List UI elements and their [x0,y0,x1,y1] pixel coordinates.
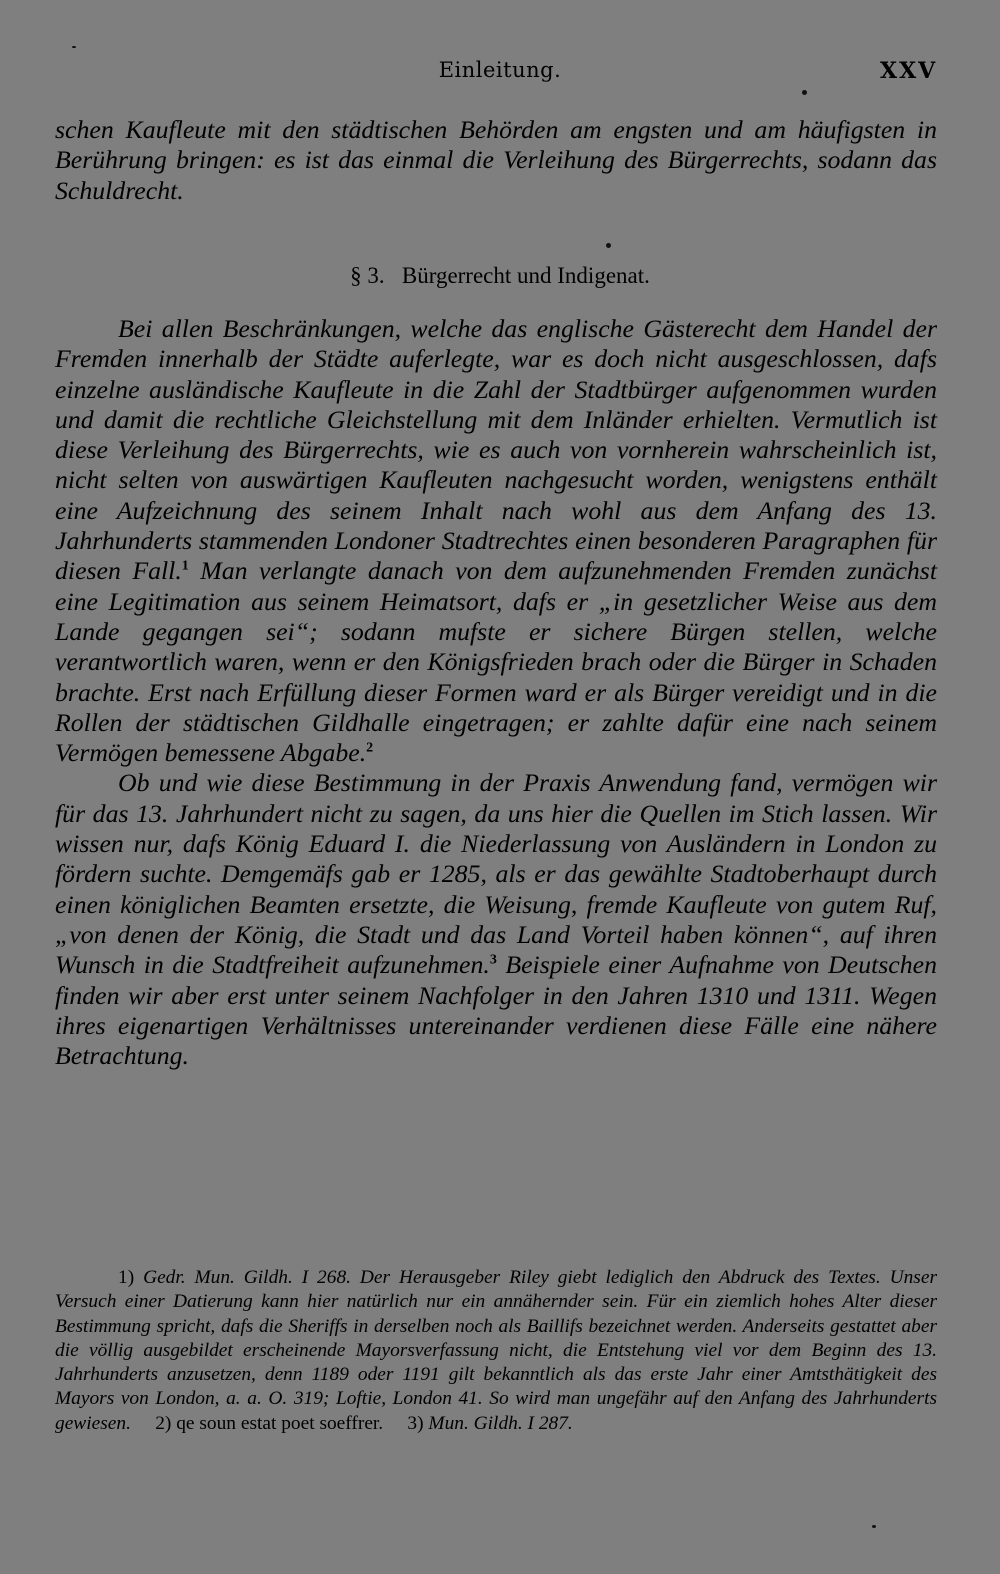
print-speck [606,243,611,248]
footnote-3-marker: 3) [407,1412,424,1434]
section-heading [0,263,1000,289]
footnote-2-text: qe soun estat poet soeffrer. [176,1412,384,1434]
paragraph-2-part-2: Beispiele einer Aufnahme von Deutschen finden wir aber erst unter seinem Nachfolger in den Jahren 1310 und 1311. Wegen ihres eigenartigen Verhältnisses untereinander verdienen diese Fälle eine nähere Betrachtung. [55,950,937,1071]
footnote-ref-2: 2 [366,740,374,756]
footnote-3-text: Mun. Gildh. I 287. [428,1412,573,1434]
page-number: XXV [880,58,938,84]
main-text-block [55,314,937,1071]
section-number: § 3. [350,263,385,288]
intro-text-block [55,115,937,206]
intro-paragraph: schen Kaufleute mit den städtischen Behörden am engsten und am häufigsten in Berührung bringen: es ist das einmal die Verleihung des Bürgerrechts, sodann das Schuldrecht. [55,115,937,205]
paragraph-1 [55,314,937,768]
footnotes-block [55,1266,937,1436]
print-speck [72,46,76,48]
running-header-title: Einleitung. [438,58,562,82]
print-speck [802,90,807,95]
footnote-2-marker: 2) [155,1412,172,1434]
footnote-ref-1: 1 [181,558,189,574]
footnote-ref-3: 3 [489,952,497,968]
footnotes-paragraph [55,1266,937,1436]
print-speck [872,1525,876,1528]
paragraph-1-part-1: Bei allen Beschränkungen, welche das englische Gästerecht dem Handel der Fremden innerhalb der Städte auferlegte, war es doch nicht ausgeschlossen, dafs einzelne ausländische Kaufleute in die Zahl der Stadtbürger aufgenommen wurden und damit die rechtliche Gleichstellung mit dem Inländer erhielten. Vermutlich ist diese Verleihung des Bürgerrechts, wie es auch von vornherein wahrscheinlich ist, nicht selten von auswärtigen Kaufleuten nachgesucht worden, wenigstens enthält eine Aufzeichnung des seinem Inhalt nach wohl aus dem Anfang des 13. Jahrhunderts stammenden Londoner Stadtrechtes einen besonderen Paragraphen für diesen Fall. [55,314,937,586]
footnote-1-text: Gedr. Mun. Gildh. I 268. Der Herausgeber Riley giebt lediglich den Abdruck des Textes. Unser Versuch einer Datierung kann hier natürlich nur ein annähernder sein. Für ein ziemlich hohes Alter dieser Bestimmung spricht, dafs die Sheriffs in derselben noch als Baillifs bezeichnet werden. Anderseits gestattet aber die völlig ausgebildet erscheinende Mayorsverfassung nicht, die Entstehung viel vor dem Beginn des 13. Jahrhunderts anzusetzen, denn 1189 oder 1191 gilt bekanntlich als das erste Jahr einer Amtsthätigkeit des Mayors von London, a. a. O. 319; Loftie, London 41. So wird man ungefähr auf den Anfang des Jahrhunderts gewiesen. [55,1267,937,1434]
paragraph-1-part-2: Man verlangte danach von dem aufzunehmenden Fremden zunächst eine Legitimation aus seinem Heimatsort, dafs er „in gesetzlicher Weise aus dem Lande gegangen sei“; sodann mufste er sichere Bürgen stellen, welche verantwortlich waren, wenn er den Königsfrieden brach oder die Bürger in Schaden brachte. Erst nach Erfüllung dieser Formen ward er als Bürger vereidigt und in die Rollen der städtischen Gildhalle eingetragen; er zahlte dafür eine nach seinem Vermögen bemessene Abgabe. [55,556,938,768]
section-title: Bürgerrecht und Indigenat. [401,263,650,288]
paragraph-2 [55,768,937,1071]
footnote-1-marker: 1) [118,1267,135,1288]
paragraph-2-part-1: Ob und wie diese Bestimmung in der Praxis Anwendung fand, vermögen wir für das 13. Jahrhundert nicht zu sagen, da uns hier die Quellen im Stich lassen. Wir wissen nur, dafs König Eduard I. die Niederlassung von Ausländern in London zu fördern suchte. Demgemäfs gab er 1285, als er das gewählte Stadtoberhaupt durch einen königlichen Beamten ersetzte, die Weisung, fremde Kaufleute von gutem Ruf, „von denen der König, die Stadt und das Land Vorteil haben können“, auf ihren Wunsch in die Stadtfreiheit aufzunehmen. [55,768,937,980]
